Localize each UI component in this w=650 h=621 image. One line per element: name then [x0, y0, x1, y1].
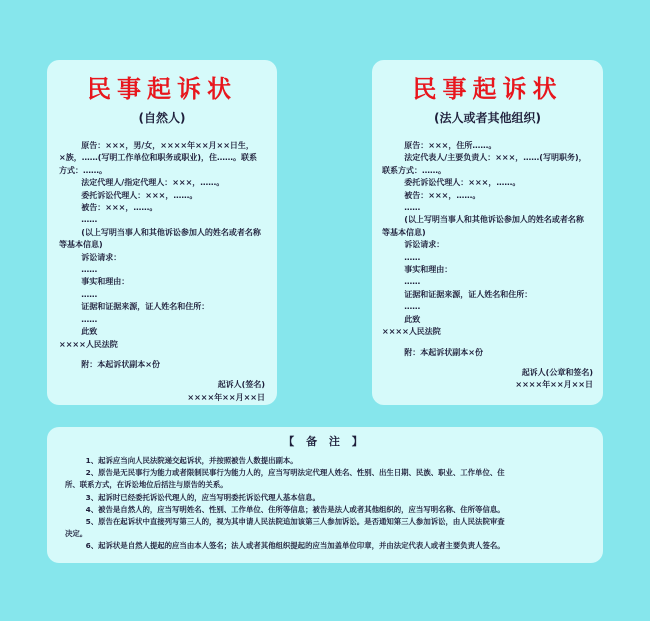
note-line: 2、原告是无民事行为能力或者限制民事行为能力人的，应当写明法定代理人姓名、性别、出生日期、民族、职业、工作单位、住: [65, 468, 505, 478]
form-line: ……: [59, 314, 98, 324]
notes-panel: [47, 427, 603, 563]
form-line: 事实和理由：: [59, 277, 130, 287]
note-line: 6、起诉状是自然人提起的应当由本人签名；法人或者其他组织提起的应当加盖单位印章，并由法定代表人或者主要负责人签名。: [65, 541, 505, 551]
note-line: 所、联系方式，在诉讼地位后括注与原告的关系。: [65, 480, 228, 490]
form-line: ……: [382, 203, 421, 213]
attachment-line: 附：本起诉状副本×份: [382, 347, 483, 357]
form-line: ……: [59, 215, 98, 225]
form-line: 此致: [382, 314, 421, 324]
complaint-form-natural-person: [47, 60, 277, 405]
form-line: 诉讼请求：: [59, 252, 122, 262]
form-line: 原告：×××，男/女，××××年××月××日生，: [59, 141, 254, 150]
form-body: [59, 140, 265, 404]
form-line: ……: [59, 265, 98, 275]
form-line: (以上写明当事人和其他诉讼参加人的姓名或者名称: [59, 227, 261, 237]
form-line: 证据和证据来源，证人姓名和住所：: [382, 289, 533, 299]
form-line: 此致: [59, 327, 98, 337]
form-line: 委托诉讼代理人：×××，……。: [59, 190, 198, 200]
form-body: [382, 140, 593, 392]
notes-title: 【 备 注 】: [283, 435, 367, 448]
form-line: ……: [59, 289, 98, 299]
form-line: ……: [382, 302, 421, 312]
form-line: 证据和证据来源，证人姓名和住所：: [59, 302, 210, 312]
form-line: 被告：×××，……。: [59, 203, 158, 213]
form-line: ××××人民法院: [382, 327, 441, 337]
form-line: 法定代理人/指定代理人：×××，……。: [59, 178, 225, 188]
form-line: (以上写明当事人和其他诉讼参加人的姓名或者名称: [382, 215, 584, 225]
signature-line: 起诉人(签名): [217, 380, 265, 390]
form-line: 事实和理由：: [382, 265, 453, 275]
form-line: 法定代表人/主要负责人：×××，……(写明职务)，: [382, 153, 587, 163]
form-title: 民事起诉状: [412, 74, 563, 103]
signature-line: 起诉人(公章和签名): [521, 367, 593, 377]
date-line: ××××年××月××日: [187, 392, 265, 402]
form-title: 民事起诉状: [87, 74, 237, 103]
form-line: ×族，……(写明工作单位和职务或职业)，住……。联系: [59, 153, 258, 163]
attachment-line: 附：本起诉状副本×份: [59, 359, 160, 369]
form-subtitle: (自然人): [138, 111, 186, 125]
note-line: 3、起诉时已经委托诉讼代理人的，应当写明委托诉讼代理人基本信息。: [65, 492, 320, 502]
complaint-form-legal-entity: [372, 60, 603, 405]
date-line: ××××年××月××日: [515, 380, 593, 390]
form-line: 诉讼请求：: [382, 240, 445, 250]
note-line: 5、原告在起诉状中直接列写第三人的，视为其申请人民法院追加该第三人参加诉讼。是否通知第三人参加诉讼，由人民法院审查: [65, 517, 505, 527]
form-line: ……: [382, 277, 421, 287]
form-subtitle: (法人或者其他组织): [434, 111, 541, 125]
note-line: 4、被告是自然人的，应当写明姓名、性别、工作单位、住所等信息；被告是法人或者其他组织的，应当写明名称、住所等信息。: [65, 504, 505, 514]
form-line: ……: [382, 252, 421, 262]
form-line: 联系方式：……。: [382, 165, 446, 175]
form-line: 等基本信息): [59, 240, 103, 250]
form-line: 方式：……。: [59, 165, 107, 175]
form-line: 原告：×××，住所……。: [382, 141, 497, 150]
form-line: ××××人民法院: [59, 339, 118, 349]
note-line: 1、起诉应当向人民法院递交起诉状，并按照被告人数提出副本。: [65, 456, 298, 465]
notes-body: [65, 455, 585, 553]
note-line: 决定。: [65, 529, 88, 539]
form-line: 委托诉讼代理人：×××，……。: [382, 178, 521, 188]
form-line: 等基本信息): [382, 227, 426, 237]
form-line: 被告：×××，……。: [382, 190, 481, 200]
